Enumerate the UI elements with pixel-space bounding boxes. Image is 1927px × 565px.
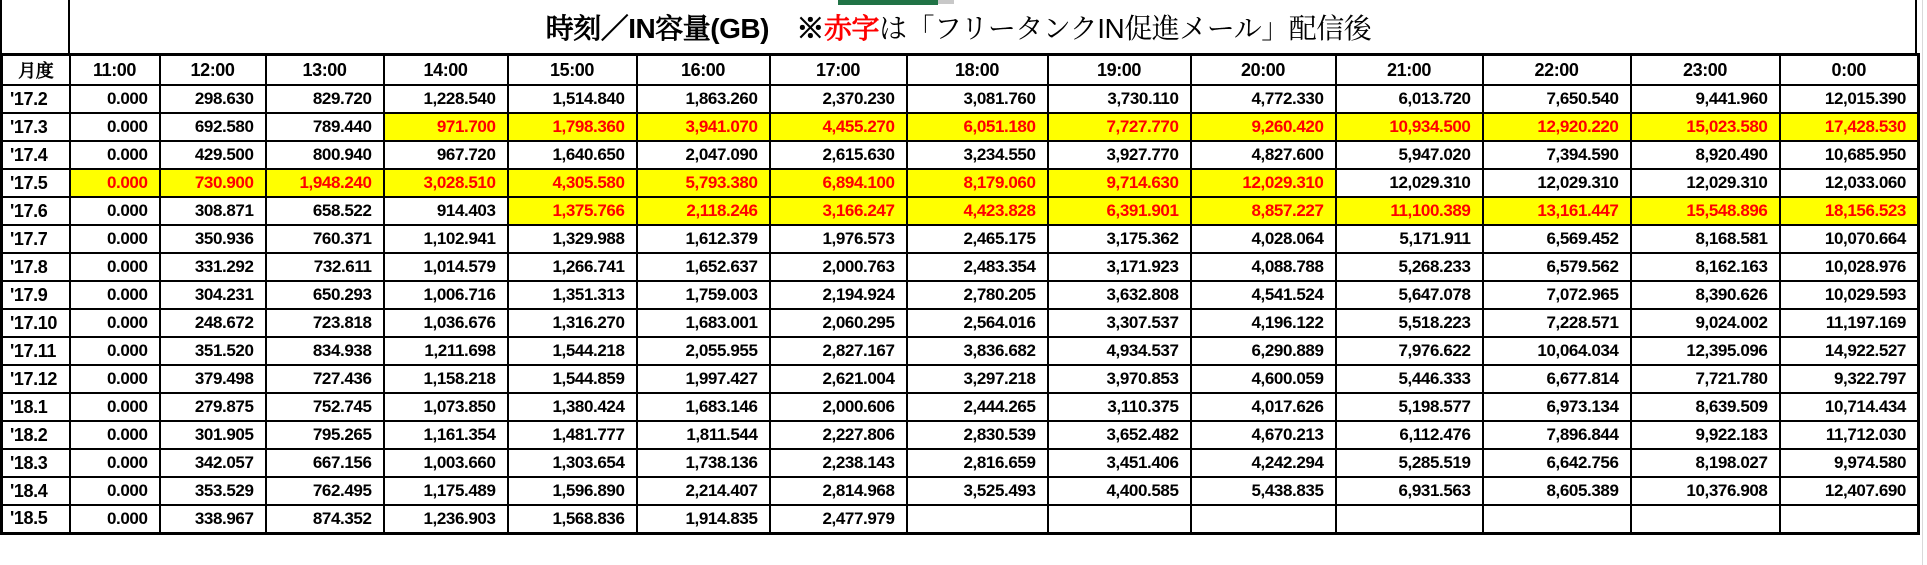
data-cell[interactable]: 7,072.965 bbox=[1483, 281, 1631, 309]
data-cell[interactable]: 342.057 bbox=[160, 449, 266, 477]
data-cell[interactable]: 298.630 bbox=[160, 85, 266, 113]
data-cell[interactable]: 1,036.676 bbox=[384, 309, 508, 337]
data-cell[interactable]: 7,976.622 bbox=[1336, 337, 1483, 365]
data-cell[interactable]: 9,024.002 bbox=[1631, 309, 1780, 337]
data-cell[interactable]: 1,811.544 bbox=[637, 421, 770, 449]
data-cell[interactable]: 2,483.354 bbox=[907, 253, 1048, 281]
data-cell[interactable]: 1,073.850 bbox=[384, 393, 508, 421]
data-cell[interactable]: 12,029.310 bbox=[1631, 169, 1780, 197]
row-label: '17.6 bbox=[2, 197, 70, 225]
data-cell[interactable]: 5,268.233 bbox=[1336, 253, 1483, 281]
data-cell[interactable]: 3,652.482 bbox=[1048, 421, 1191, 449]
data-cell[interactable]: 0.000 bbox=[70, 309, 160, 337]
data-cell[interactable]: 2,827.167 bbox=[770, 337, 907, 365]
time-column-header: 20:00 bbox=[1191, 55, 1336, 86]
data-cell[interactable]: 3,307.537 bbox=[1048, 309, 1191, 337]
data-cell[interactable]: 874.352 bbox=[266, 505, 384, 533]
data-cell[interactable]: 1,003.660 bbox=[384, 449, 508, 477]
data-cell[interactable]: 2,227.806 bbox=[770, 421, 907, 449]
data-cell[interactable]: 658.522 bbox=[266, 197, 384, 225]
data-cell[interactable] bbox=[907, 505, 1048, 533]
data-cell[interactable]: 1,303.654 bbox=[508, 449, 637, 477]
data-cell[interactable]: 2,000.606 bbox=[770, 393, 907, 421]
title-note-red: 赤字 bbox=[823, 12, 879, 44]
data-cell[interactable]: 1,380.424 bbox=[508, 393, 637, 421]
data-cell[interactable]: 3,166.247 bbox=[770, 197, 907, 225]
data-cell[interactable]: 1,102.941 bbox=[384, 225, 508, 253]
row-label: '18.4 bbox=[2, 477, 70, 505]
data-cell[interactable]: 9,441.960 bbox=[1631, 85, 1780, 113]
data-cell[interactable]: 5,446.333 bbox=[1336, 365, 1483, 393]
data-cell[interactable]: 0.000 bbox=[70, 113, 160, 141]
data-cell[interactable]: 379.498 bbox=[160, 365, 266, 393]
row-label: '17.2 bbox=[2, 85, 70, 113]
title-main: 時刻／IN容量(GB) bbox=[545, 12, 769, 44]
data-cell[interactable]: 4,305.580 bbox=[508, 169, 637, 197]
data-cell[interactable]: 6,973.134 bbox=[1483, 393, 1631, 421]
data-cell[interactable]: 971.700 bbox=[384, 113, 508, 141]
row-label: '17.8 bbox=[2, 253, 70, 281]
data-cell[interactable]: 14,922.527 bbox=[1780, 337, 1919, 365]
data-cell[interactable]: 5,518.223 bbox=[1336, 309, 1483, 337]
time-column-header: 0:00 bbox=[1780, 55, 1919, 86]
data-cell[interactable]: 732.611 bbox=[266, 253, 384, 281]
data-cell[interactable]: 650.293 bbox=[266, 281, 384, 309]
table-row bbox=[2, 421, 1919, 449]
data-cell[interactable]: 829.720 bbox=[266, 85, 384, 113]
data-cell[interactable]: 301.905 bbox=[160, 421, 266, 449]
data-cell[interactable]: 3,451.406 bbox=[1048, 449, 1191, 477]
data-cell[interactable]: 12,920.220 bbox=[1483, 113, 1631, 141]
data-cell[interactable]: 8,605.389 bbox=[1483, 477, 1631, 505]
table-row bbox=[2, 449, 1919, 477]
data-cell[interactable]: 3,525.493 bbox=[907, 477, 1048, 505]
data-cell[interactable]: 1,014.579 bbox=[384, 253, 508, 281]
row-label: '18.2 bbox=[2, 421, 70, 449]
data-cell[interactable]: 2,055.955 bbox=[637, 337, 770, 365]
data-cell[interactable]: 1,640.650 bbox=[508, 141, 637, 169]
data-cell[interactable]: 2,465.175 bbox=[907, 225, 1048, 253]
data-cell[interactable]: 2,615.630 bbox=[770, 141, 907, 169]
data-cell[interactable]: 0.000 bbox=[70, 253, 160, 281]
data-cell[interactable]: 1,006.716 bbox=[384, 281, 508, 309]
data-cell[interactable] bbox=[1191, 505, 1336, 533]
table-row bbox=[2, 505, 1919, 533]
data-cell[interactable]: 10,029.593 bbox=[1780, 281, 1919, 309]
data-cell[interactable]: 9,974.580 bbox=[1780, 449, 1919, 477]
data-cell[interactable]: 0.000 bbox=[70, 477, 160, 505]
data-cell[interactable]: 6,569.452 bbox=[1483, 225, 1631, 253]
data-cell[interactable]: 0.000 bbox=[70, 169, 160, 197]
data-cell[interactable]: 1,612.379 bbox=[637, 225, 770, 253]
data-cell[interactable]: 1,211.698 bbox=[384, 337, 508, 365]
data-cell[interactable]: 1,798.360 bbox=[508, 113, 637, 141]
time-column-header: 22:00 bbox=[1483, 55, 1631, 86]
data-cell[interactable]: 4,400.585 bbox=[1048, 477, 1191, 505]
data-cell[interactable]: 10,070.664 bbox=[1780, 225, 1919, 253]
data-cell[interactable]: 0.000 bbox=[70, 85, 160, 113]
data-cell[interactable]: 760.371 bbox=[266, 225, 384, 253]
data-cell[interactable]: 2,214.407 bbox=[637, 477, 770, 505]
data-cell[interactable]: 2,118.246 bbox=[637, 197, 770, 225]
data-cell[interactable]: 351.520 bbox=[160, 337, 266, 365]
data-cell[interactable]: 10,028.976 bbox=[1780, 253, 1919, 281]
data-cell[interactable]: 3,970.853 bbox=[1048, 365, 1191, 393]
data-cell[interactable]: 967.720 bbox=[384, 141, 508, 169]
data-cell[interactable]: 2,830.539 bbox=[907, 421, 1048, 449]
data-cell[interactable]: 10,064.034 bbox=[1483, 337, 1631, 365]
data-cell[interactable]: 0.000 bbox=[70, 141, 160, 169]
table-row bbox=[2, 253, 1919, 281]
row-label: '17.12 bbox=[2, 365, 70, 393]
data-cell[interactable]: 9,322.797 bbox=[1780, 365, 1919, 393]
data-cell[interactable]: 15,023.580 bbox=[1631, 113, 1780, 141]
data-cell[interactable]: 1,544.218 bbox=[508, 337, 637, 365]
data-cell[interactable]: 8,162.163 bbox=[1631, 253, 1780, 281]
time-column-header: 13:00 bbox=[266, 55, 384, 86]
data-cell[interactable]: 1,596.890 bbox=[508, 477, 637, 505]
data-cell[interactable]: 248.672 bbox=[160, 309, 266, 337]
data-cell[interactable]: 1,997.427 bbox=[637, 365, 770, 393]
data-cell[interactable]: 9,260.420 bbox=[1191, 113, 1336, 141]
table-row bbox=[2, 169, 1919, 197]
data-cell[interactable]: 3,836.682 bbox=[907, 337, 1048, 365]
time-column-header: 15:00 bbox=[508, 55, 637, 86]
data-cell[interactable]: 11,712.030 bbox=[1780, 421, 1919, 449]
data-cell[interactable]: 12,015.390 bbox=[1780, 85, 1919, 113]
data-cell[interactable]: 4,600.059 bbox=[1191, 365, 1336, 393]
data-cell[interactable]: 17,428.530 bbox=[1780, 113, 1919, 141]
table-row bbox=[2, 393, 1919, 421]
data-cell[interactable]: 8,920.490 bbox=[1631, 141, 1780, 169]
data-cell[interactable]: 667.156 bbox=[266, 449, 384, 477]
time-column-header: 21:00 bbox=[1336, 55, 1483, 86]
time-column-header: 14:00 bbox=[384, 55, 508, 86]
table-row bbox=[2, 197, 1919, 225]
data-cell[interactable]: 0.000 bbox=[70, 393, 160, 421]
data-cell[interactable]: 8,198.027 bbox=[1631, 449, 1780, 477]
data-cell[interactable] bbox=[1483, 505, 1631, 533]
data-cell[interactable]: 8,390.626 bbox=[1631, 281, 1780, 309]
data-cell[interactable]: 331.292 bbox=[160, 253, 266, 281]
data-cell[interactable]: 3,175.362 bbox=[1048, 225, 1191, 253]
row-label: '17.9 bbox=[2, 281, 70, 309]
data-cell[interactable]: 11,100.389 bbox=[1336, 197, 1483, 225]
data-cell[interactable]: 0.000 bbox=[70, 197, 160, 225]
data-cell[interactable]: 7,228.571 bbox=[1483, 309, 1631, 337]
data-cell[interactable]: 1,329.988 bbox=[508, 225, 637, 253]
data-cell[interactable] bbox=[1048, 505, 1191, 533]
data-cell[interactable]: 0.000 bbox=[70, 337, 160, 365]
table-outer-border-right bbox=[1915, 0, 1917, 53]
data-cell[interactable]: 6,290.889 bbox=[1191, 337, 1336, 365]
time-column-header: 18:00 bbox=[907, 55, 1048, 86]
data-cell[interactable]: 1,266.741 bbox=[508, 253, 637, 281]
data-cell[interactable]: 727.436 bbox=[266, 365, 384, 393]
data-cell[interactable]: 4,455.270 bbox=[770, 113, 907, 141]
data-cell[interactable]: 762.495 bbox=[266, 477, 384, 505]
data-cell[interactable] bbox=[1780, 505, 1919, 533]
data-cell[interactable]: 6,894.100 bbox=[770, 169, 907, 197]
data-cell[interactable]: 4,670.213 bbox=[1191, 421, 1336, 449]
data-cell[interactable]: 914.403 bbox=[384, 197, 508, 225]
in-capacity-table bbox=[0, 53, 1920, 535]
title-note-prefix: ※ bbox=[768, 12, 824, 44]
data-cell[interactable]: 350.936 bbox=[160, 225, 266, 253]
data-cell[interactable]: 338.967 bbox=[160, 505, 266, 533]
data-cell[interactable]: 1,175.489 bbox=[384, 477, 508, 505]
row-label: '17.7 bbox=[2, 225, 70, 253]
data-cell[interactable]: 308.871 bbox=[160, 197, 266, 225]
data-cell[interactable]: 789.440 bbox=[266, 113, 384, 141]
data-cell[interactable]: 1,544.859 bbox=[508, 365, 637, 393]
data-cell[interactable]: 13,161.447 bbox=[1483, 197, 1631, 225]
data-cell[interactable]: 5,647.078 bbox=[1336, 281, 1483, 309]
data-cell[interactable]: 1,652.637 bbox=[637, 253, 770, 281]
table-outer-border-left bbox=[0, 0, 2, 53]
data-cell[interactable]: 4,017.626 bbox=[1191, 393, 1336, 421]
data-cell[interactable]: 6,677.814 bbox=[1483, 365, 1631, 393]
data-cell[interactable]: 12,029.310 bbox=[1336, 169, 1483, 197]
data-cell[interactable]: 752.745 bbox=[266, 393, 384, 421]
data-cell[interactable]: 3,171.923 bbox=[1048, 253, 1191, 281]
data-cell[interactable]: 3,632.808 bbox=[1048, 281, 1191, 309]
table-row bbox=[2, 337, 1919, 365]
data-cell[interactable]: 3,941.070 bbox=[637, 113, 770, 141]
table-row bbox=[2, 113, 1919, 141]
data-cell[interactable]: 8,857.227 bbox=[1191, 197, 1336, 225]
table-row bbox=[2, 309, 1919, 337]
data-cell[interactable]: 5,285.519 bbox=[1336, 449, 1483, 477]
data-cell[interactable]: 0.000 bbox=[70, 421, 160, 449]
data-cell[interactable]: 1,976.573 bbox=[770, 225, 907, 253]
data-cell[interactable]: 12,033.060 bbox=[1780, 169, 1919, 197]
data-cell[interactable]: 4,541.524 bbox=[1191, 281, 1336, 309]
data-cell[interactable]: 2,780.205 bbox=[907, 281, 1048, 309]
data-cell[interactable]: 10,714.434 bbox=[1780, 393, 1919, 421]
data-cell[interactable]: 795.265 bbox=[266, 421, 384, 449]
data-cell[interactable]: 2,238.143 bbox=[770, 449, 907, 477]
row-label: '17.5 bbox=[2, 169, 70, 197]
row-label: '17.11 bbox=[2, 337, 70, 365]
data-cell[interactable]: 4,088.788 bbox=[1191, 253, 1336, 281]
data-cell[interactable]: 1,863.260 bbox=[637, 85, 770, 113]
data-cell[interactable]: 1,161.354 bbox=[384, 421, 508, 449]
data-cell[interactable]: 1,514.840 bbox=[508, 85, 637, 113]
time-column-header: 17:00 bbox=[770, 55, 907, 86]
data-cell[interactable]: 5,198.577 bbox=[1336, 393, 1483, 421]
data-cell[interactable]: 12,029.310 bbox=[1483, 169, 1631, 197]
table-row bbox=[2, 85, 1919, 113]
data-cell[interactable]: 6,642.756 bbox=[1483, 449, 1631, 477]
data-cell[interactable]: 2,444.265 bbox=[907, 393, 1048, 421]
data-cell[interactable]: 5,171.911 bbox=[1336, 225, 1483, 253]
data-cell[interactable]: 1,683.001 bbox=[637, 309, 770, 337]
data-cell[interactable]: 1,948.240 bbox=[266, 169, 384, 197]
table-body bbox=[2, 85, 1919, 533]
data-cell[interactable]: 5,438.835 bbox=[1191, 477, 1336, 505]
table-row bbox=[2, 225, 1919, 253]
data-cell[interactable]: 4,934.537 bbox=[1048, 337, 1191, 365]
data-cell[interactable]: 10,934.500 bbox=[1336, 113, 1483, 141]
data-cell[interactable]: 7,394.590 bbox=[1483, 141, 1631, 169]
data-cell[interactable]: 6,579.562 bbox=[1483, 253, 1631, 281]
data-cell[interactable]: 4,827.600 bbox=[1191, 141, 1336, 169]
time-column-header: 11:00 bbox=[70, 55, 160, 86]
data-cell[interactable]: 1,683.146 bbox=[637, 393, 770, 421]
data-cell[interactable]: 6,391.901 bbox=[1048, 197, 1191, 225]
data-cell[interactable]: 12,407.690 bbox=[1780, 477, 1919, 505]
data-cell[interactable]: 1,236.903 bbox=[384, 505, 508, 533]
data-cell[interactable]: 692.580 bbox=[160, 113, 266, 141]
data-cell[interactable]: 7,721.780 bbox=[1631, 365, 1780, 393]
data-cell[interactable]: 2,060.295 bbox=[770, 309, 907, 337]
time-column-header: 23:00 bbox=[1631, 55, 1780, 86]
row-label: '17.4 bbox=[2, 141, 70, 169]
data-cell[interactable]: 5,947.020 bbox=[1336, 141, 1483, 169]
data-cell[interactable]: 304.231 bbox=[160, 281, 266, 309]
data-cell[interactable]: 2,477.979 bbox=[770, 505, 907, 533]
time-column-header: 19:00 bbox=[1048, 55, 1191, 86]
data-cell[interactable]: 1,568.836 bbox=[508, 505, 637, 533]
table-header bbox=[2, 55, 1919, 86]
row-label: '18.5 bbox=[2, 505, 70, 533]
data-cell[interactable]: 3,028.510 bbox=[384, 169, 508, 197]
title-note-rest: は「フリータンクIN促進メール」配信後 bbox=[878, 12, 1372, 44]
data-cell[interactable]: 1,158.218 bbox=[384, 365, 508, 393]
data-cell[interactable]: 10,376.908 bbox=[1631, 477, 1780, 505]
data-cell[interactable]: 2,194.924 bbox=[770, 281, 907, 309]
table-row bbox=[2, 477, 1919, 505]
data-cell[interactable]: 1,914.835 bbox=[637, 505, 770, 533]
data-cell[interactable]: 3,927.770 bbox=[1048, 141, 1191, 169]
data-cell[interactable]: 8,179.060 bbox=[907, 169, 1048, 197]
data-cell[interactable]: 1,228.540 bbox=[384, 85, 508, 113]
data-cell[interactable]: 2,621.004 bbox=[770, 365, 907, 393]
time-column-header: 16:00 bbox=[637, 55, 770, 86]
data-cell[interactable]: 1,481.777 bbox=[508, 421, 637, 449]
data-cell[interactable]: 2,564.016 bbox=[907, 309, 1048, 337]
data-cell[interactable]: 2,370.230 bbox=[770, 85, 907, 113]
data-cell[interactable]: 7,896.844 bbox=[1483, 421, 1631, 449]
data-cell[interactable]: 353.529 bbox=[160, 477, 266, 505]
table-title bbox=[0, 0, 1917, 53]
data-cell[interactable]: 1,759.003 bbox=[637, 281, 770, 309]
row-label: '17.10 bbox=[2, 309, 70, 337]
data-cell[interactable]: 6,051.180 bbox=[907, 113, 1048, 141]
data-cell[interactable]: 3,110.375 bbox=[1048, 393, 1191, 421]
row-label: '17.3 bbox=[2, 113, 70, 141]
table-row bbox=[2, 141, 1919, 169]
data-cell[interactable]: 6,931.563 bbox=[1336, 477, 1483, 505]
row-label: '18.1 bbox=[2, 393, 70, 421]
data-cell[interactable]: 723.818 bbox=[266, 309, 384, 337]
data-cell[interactable]: 6,112.476 bbox=[1336, 421, 1483, 449]
data-cell[interactable]: 2,816.659 bbox=[907, 449, 1048, 477]
data-cell[interactable] bbox=[1631, 505, 1780, 533]
table-row bbox=[2, 365, 1919, 393]
data-cell[interactable]: 8,639.509 bbox=[1631, 393, 1780, 421]
data-cell[interactable]: 7,727.770 bbox=[1048, 113, 1191, 141]
data-cell[interactable]: 730.900 bbox=[160, 169, 266, 197]
data-cell[interactable]: 2,000.763 bbox=[770, 253, 907, 281]
data-cell[interactable]: 4,772.330 bbox=[1191, 85, 1336, 113]
data-cell[interactable]: 1,316.270 bbox=[508, 309, 637, 337]
data-cell[interactable]: 2,814.968 bbox=[770, 477, 907, 505]
row-label: '18.3 bbox=[2, 449, 70, 477]
data-cell[interactable]: 4,028.064 bbox=[1191, 225, 1336, 253]
data-cell[interactable]: 15,548.896 bbox=[1631, 197, 1780, 225]
data-cell[interactable]: 10,685.950 bbox=[1780, 141, 1919, 169]
data-cell[interactable]: 12,029.310 bbox=[1191, 169, 1336, 197]
data-cell[interactable]: 0.000 bbox=[70, 449, 160, 477]
data-cell[interactable]: 1,738.136 bbox=[637, 449, 770, 477]
data-cell[interactable]: 0.000 bbox=[70, 225, 160, 253]
data-cell[interactable]: 0.000 bbox=[70, 365, 160, 393]
header-row bbox=[2, 55, 1919, 86]
data-cell[interactable]: 0.000 bbox=[70, 281, 160, 309]
data-cell[interactable]: 6,013.720 bbox=[1336, 85, 1483, 113]
data-cell[interactable]: 4,423.828 bbox=[907, 197, 1048, 225]
data-cell[interactable]: 18,156.523 bbox=[1780, 197, 1919, 225]
data-cell[interactable]: 7,650.540 bbox=[1483, 85, 1631, 113]
data-cell[interactable]: 3,234.550 bbox=[907, 141, 1048, 169]
data-cell[interactable]: 5,793.380 bbox=[637, 169, 770, 197]
data-cell[interactable]: 3,081.760 bbox=[907, 85, 1048, 113]
data-cell[interactable]: 279.875 bbox=[160, 393, 266, 421]
data-cell[interactable]: 3,730.110 bbox=[1048, 85, 1191, 113]
corner-header-month: 月度 bbox=[2, 55, 70, 86]
data-cell[interactable]: 12,395.096 bbox=[1631, 337, 1780, 365]
data-cell[interactable]: 2,047.090 bbox=[637, 141, 770, 169]
data-cell[interactable]: 11,197.169 bbox=[1780, 309, 1919, 337]
data-cell[interactable]: 834.938 bbox=[266, 337, 384, 365]
data-cell[interactable]: 800.940 bbox=[266, 141, 384, 169]
data-cell[interactable]: 0.000 bbox=[70, 505, 160, 533]
data-cell[interactable]: 429.500 bbox=[160, 141, 266, 169]
time-column-header: 12:00 bbox=[160, 55, 266, 86]
data-cell[interactable]: 9,714.630 bbox=[1048, 169, 1191, 197]
data-cell[interactable]: 4,242.294 bbox=[1191, 449, 1336, 477]
title-column-separator bbox=[68, 0, 70, 53]
sheet-gridline bbox=[1922, 0, 1923, 565]
data-cell[interactable]: 1,351.313 bbox=[508, 281, 637, 309]
data-cell[interactable]: 8,168.581 bbox=[1631, 225, 1780, 253]
data-cell[interactable]: 9,922.183 bbox=[1631, 421, 1780, 449]
data-cell[interactable]: 1,375.766 bbox=[508, 197, 637, 225]
data-cell[interactable]: 3,297.218 bbox=[907, 365, 1048, 393]
data-cell[interactable] bbox=[1336, 505, 1483, 533]
table-row bbox=[2, 281, 1919, 309]
data-cell[interactable]: 4,196.122 bbox=[1191, 309, 1336, 337]
